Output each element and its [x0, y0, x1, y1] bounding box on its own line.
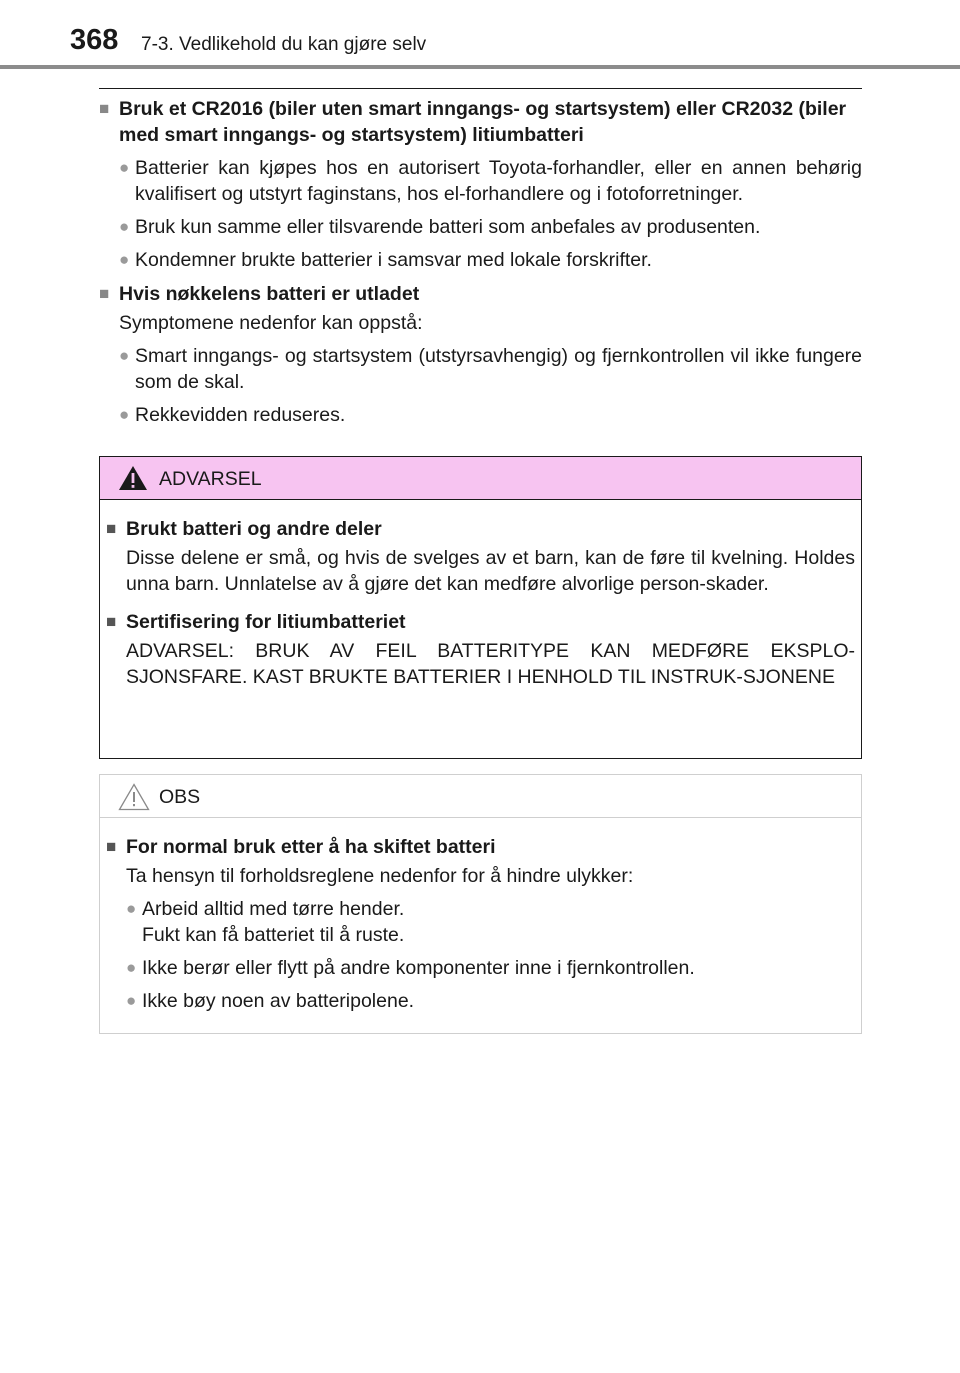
notice-box-title: OBS [159, 786, 201, 808]
content-top-rule [99, 88, 862, 89]
list-item-text: Kondemner brukte batterier i samsvar med lokale forskrifter. [135, 249, 652, 271]
list-item [99, 343, 862, 395]
round-bullet-icon: ● [119, 158, 130, 177]
square-bullet-icon: ■ [106, 519, 117, 538]
list-item-text: Rekkevidden reduseres. [135, 404, 346, 426]
round-bullet-icon: ● [119, 217, 130, 236]
list-item [106, 988, 855, 1014]
round-bullet-icon: ● [126, 991, 137, 1010]
round-bullet-icon: ● [126, 958, 137, 977]
warning-box-body [100, 500, 861, 690]
notice-box-body [100, 818, 861, 1014]
notice-heading [106, 834, 855, 860]
list-item-line: Fukt kan få batteriet til å ruste. [142, 924, 405, 946]
square-bullet-icon: ■ [99, 99, 110, 118]
section-heading [99, 281, 862, 307]
warning-triangle-icon [118, 465, 148, 491]
list-item-text: Bruk kun samme eller tilsvarende batteri som anbefales av produsenten. [135, 216, 761, 238]
round-bullet-icon: ● [119, 405, 130, 424]
list-item [106, 955, 855, 981]
warning-box-header [100, 457, 861, 500]
list-item-text [142, 896, 855, 948]
list-item-line: Arbeid alltid med tørre hender. [142, 898, 405, 920]
chapter-title: 7-3. Vedlikehold du kan gjøre selv [141, 34, 427, 55]
list-item-text: Smart inngangs- og startsystem (utstyrsavhengig) og fjernkontrollen vil ikke fungere som de skal. [135, 345, 862, 393]
section-intro: Symptomene nedenfor kan oppstå: [119, 312, 423, 334]
round-bullet-icon: ● [126, 899, 137, 918]
section-heading-text: Bruk et CR2016 (biler uten smart inngangs- og startsystem) eller CR2032 (biler med smart inngangs- og startsystem) litiumbatteri [119, 98, 847, 146]
header-divider [0, 65, 960, 69]
warning-item-text: ADVARSEL: BRUK AV FEIL BATTERITYPE KAN MEDFØRE EKSPLO-SJONSFARE. KAST BRUKTE BATTERIER I HENHOLD TIL INSTRUK-SJONENE [126, 640, 855, 688]
main-content [99, 96, 862, 428]
list-item-text: Ikke bøy noen av batteripolene. [142, 990, 415, 1012]
warning-box [99, 456, 862, 759]
caution-outline-triangle-icon [118, 783, 150, 811]
warning-item-heading [106, 516, 855, 542]
square-bullet-icon: ■ [106, 837, 117, 856]
notice-box-header [100, 775, 861, 818]
notice-box [99, 774, 862, 1034]
section-heading [99, 96, 862, 148]
notice-intro: Ta hensyn til forholdsreglene nedenfor for å hindre ulykker: [126, 865, 634, 887]
section-heading-text: Hvis nøkkelens batteri er utladet [119, 283, 420, 305]
warning-item-heading-text: Sertifisering for litiumbatteriet [126, 611, 406, 633]
round-bullet-icon: ● [119, 250, 130, 269]
round-bullet-icon: ● [119, 346, 130, 365]
warning-box-title: ADVARSEL [159, 468, 262, 490]
list-item-text: Ikke berør eller flytt på andre komponenter inne i fjernkontrollen. [142, 957, 695, 979]
list-item [106, 896, 855, 948]
list-item [99, 402, 862, 428]
list-item [99, 155, 862, 207]
page-header [0, 0, 960, 70]
list-item [99, 247, 862, 273]
warning-item-heading [106, 609, 855, 635]
square-bullet-icon: ■ [99, 284, 110, 303]
notice-heading-text: For normal bruk etter å ha skiftet batteri [126, 836, 496, 858]
list-item-text: Batterier kan kjøpes hos en autorisert Toyota-forhandler, eller en annen behørig kvalifisert og utstyrt faginstans, hos el-forhandlere og i fotoforretninger. [135, 157, 862, 205]
warning-item-text: Disse delene er små, og hvis de svelges av et barn, kan de føre til kvelning. Holdes unna barn. Unnlatelse av å gjøre det kan medføre alvorlige person-skader. [126, 547, 855, 595]
square-bullet-icon: ■ [106, 612, 117, 631]
page-number: 368 [70, 24, 119, 56]
warning-item-heading-text: Brukt batteri og andre deler [126, 518, 382, 540]
list-item [99, 214, 862, 240]
